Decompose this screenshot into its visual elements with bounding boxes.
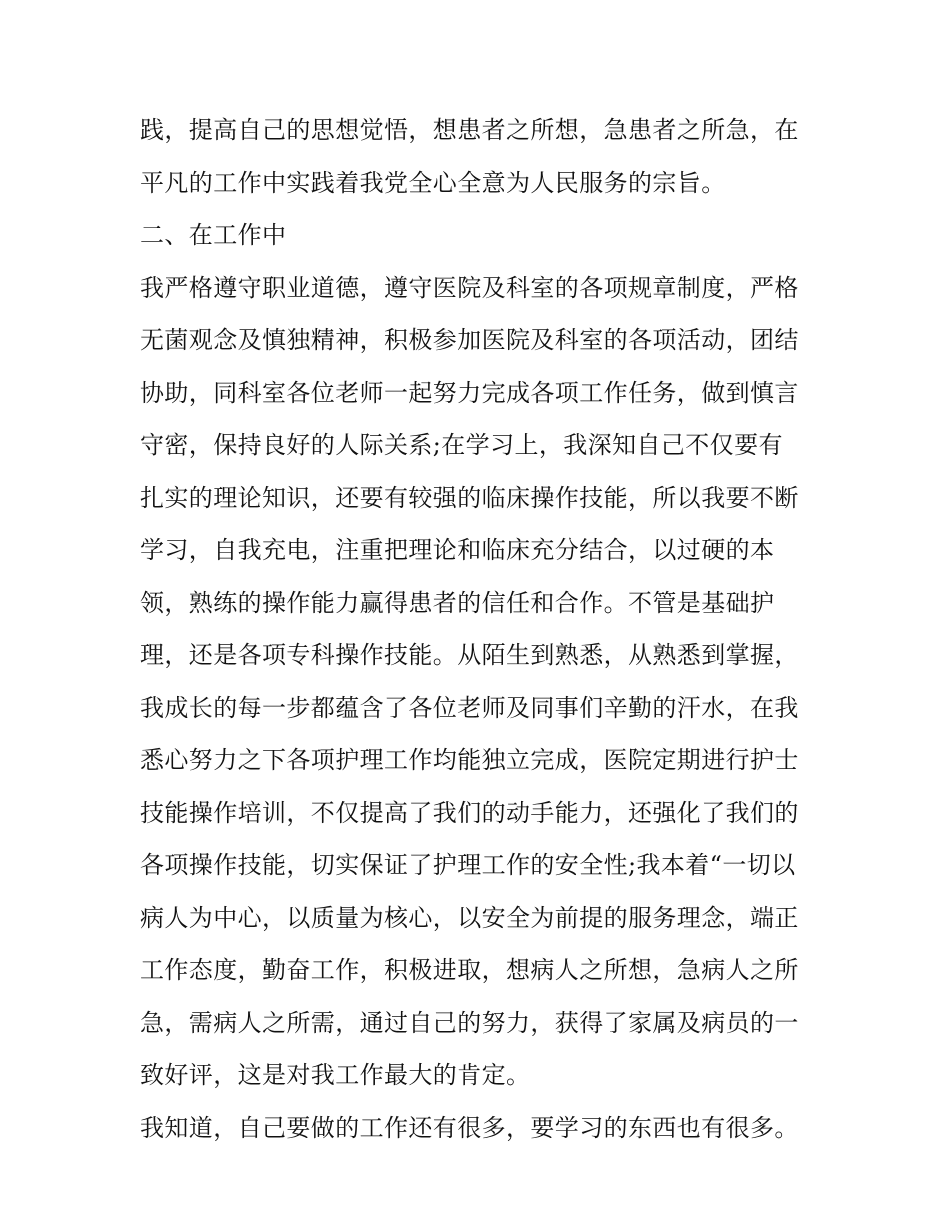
- text-line: 各项操作技能，切实保证了护理工作的安全性;我本着“一切以: [140, 851, 796, 879]
- text-line: 我知道，自己要做的工作还有很多，要学习的东西也有很多。: [140, 1113, 799, 1142]
- text-line: 致好评，这是对我工作最大的肯定。: [140, 1061, 531, 1089]
- section-heading: 二、在工作中: [140, 221, 287, 249]
- text-line: 学习，自我充电，注重把理论和临床充分结合，以过硬的本: [140, 536, 775, 564]
- text-line: 协助，同科室各位老师一起努力完成各项工作任务，做到慎言: [140, 378, 799, 407]
- text-line: 理，还是各项专科操作技能。从陌生到熟悉，从熟悉到掌握，: [140, 641, 799, 669]
- text-line: 平凡的工作中实践着我党全心全意为人民服务的宗旨。: [140, 168, 726, 197]
- text-line: 守密，保持良好的人际关系;在学习上，我深知自己不仅要有: [140, 431, 783, 459]
- text-line: 领，熟练的操作能力赢得患者的信任和合作。不管是基础护: [140, 588, 775, 617]
- text-line: 我严格遵守职业道德，遵守医院及科室的各项规章制度，严格: [140, 273, 799, 302]
- text-line: 技能操作培训，不仅提高了我们的动手能力，还强化了我们的: [140, 798, 799, 827]
- text-line: 悉心努力之下各项护理工作均能独立完成，医院定期进行护士: [140, 746, 799, 774]
- text-line: 扎实的理论知识，还要有较强的临床操作技能，所以我要不断: [140, 483, 799, 512]
- text-line: 病人为中心，以质量为核心，以安全为前提的服务理念，端正: [140, 903, 799, 932]
- document-body: [140, 108, 820, 1158]
- text-line: 践，提高自己的思想觉悟，想患者之所想，急患者之所急，在: [140, 116, 799, 144]
- text-line: 急，需病人之所需，通过自己的努力，获得了家属及病员的一: [140, 1008, 799, 1037]
- text-line: 无菌观念及慎独精神，积极参加医院及科室的各项活动，团结: [140, 326, 799, 354]
- text-line: 我成长的每一步都蕴含了各位老师及同事们辛勤的汗水，在我: [140, 693, 799, 722]
- text-line: 工作态度，勤奋工作，积极进取，想病人之所想，急病人之所: [140, 956, 799, 984]
